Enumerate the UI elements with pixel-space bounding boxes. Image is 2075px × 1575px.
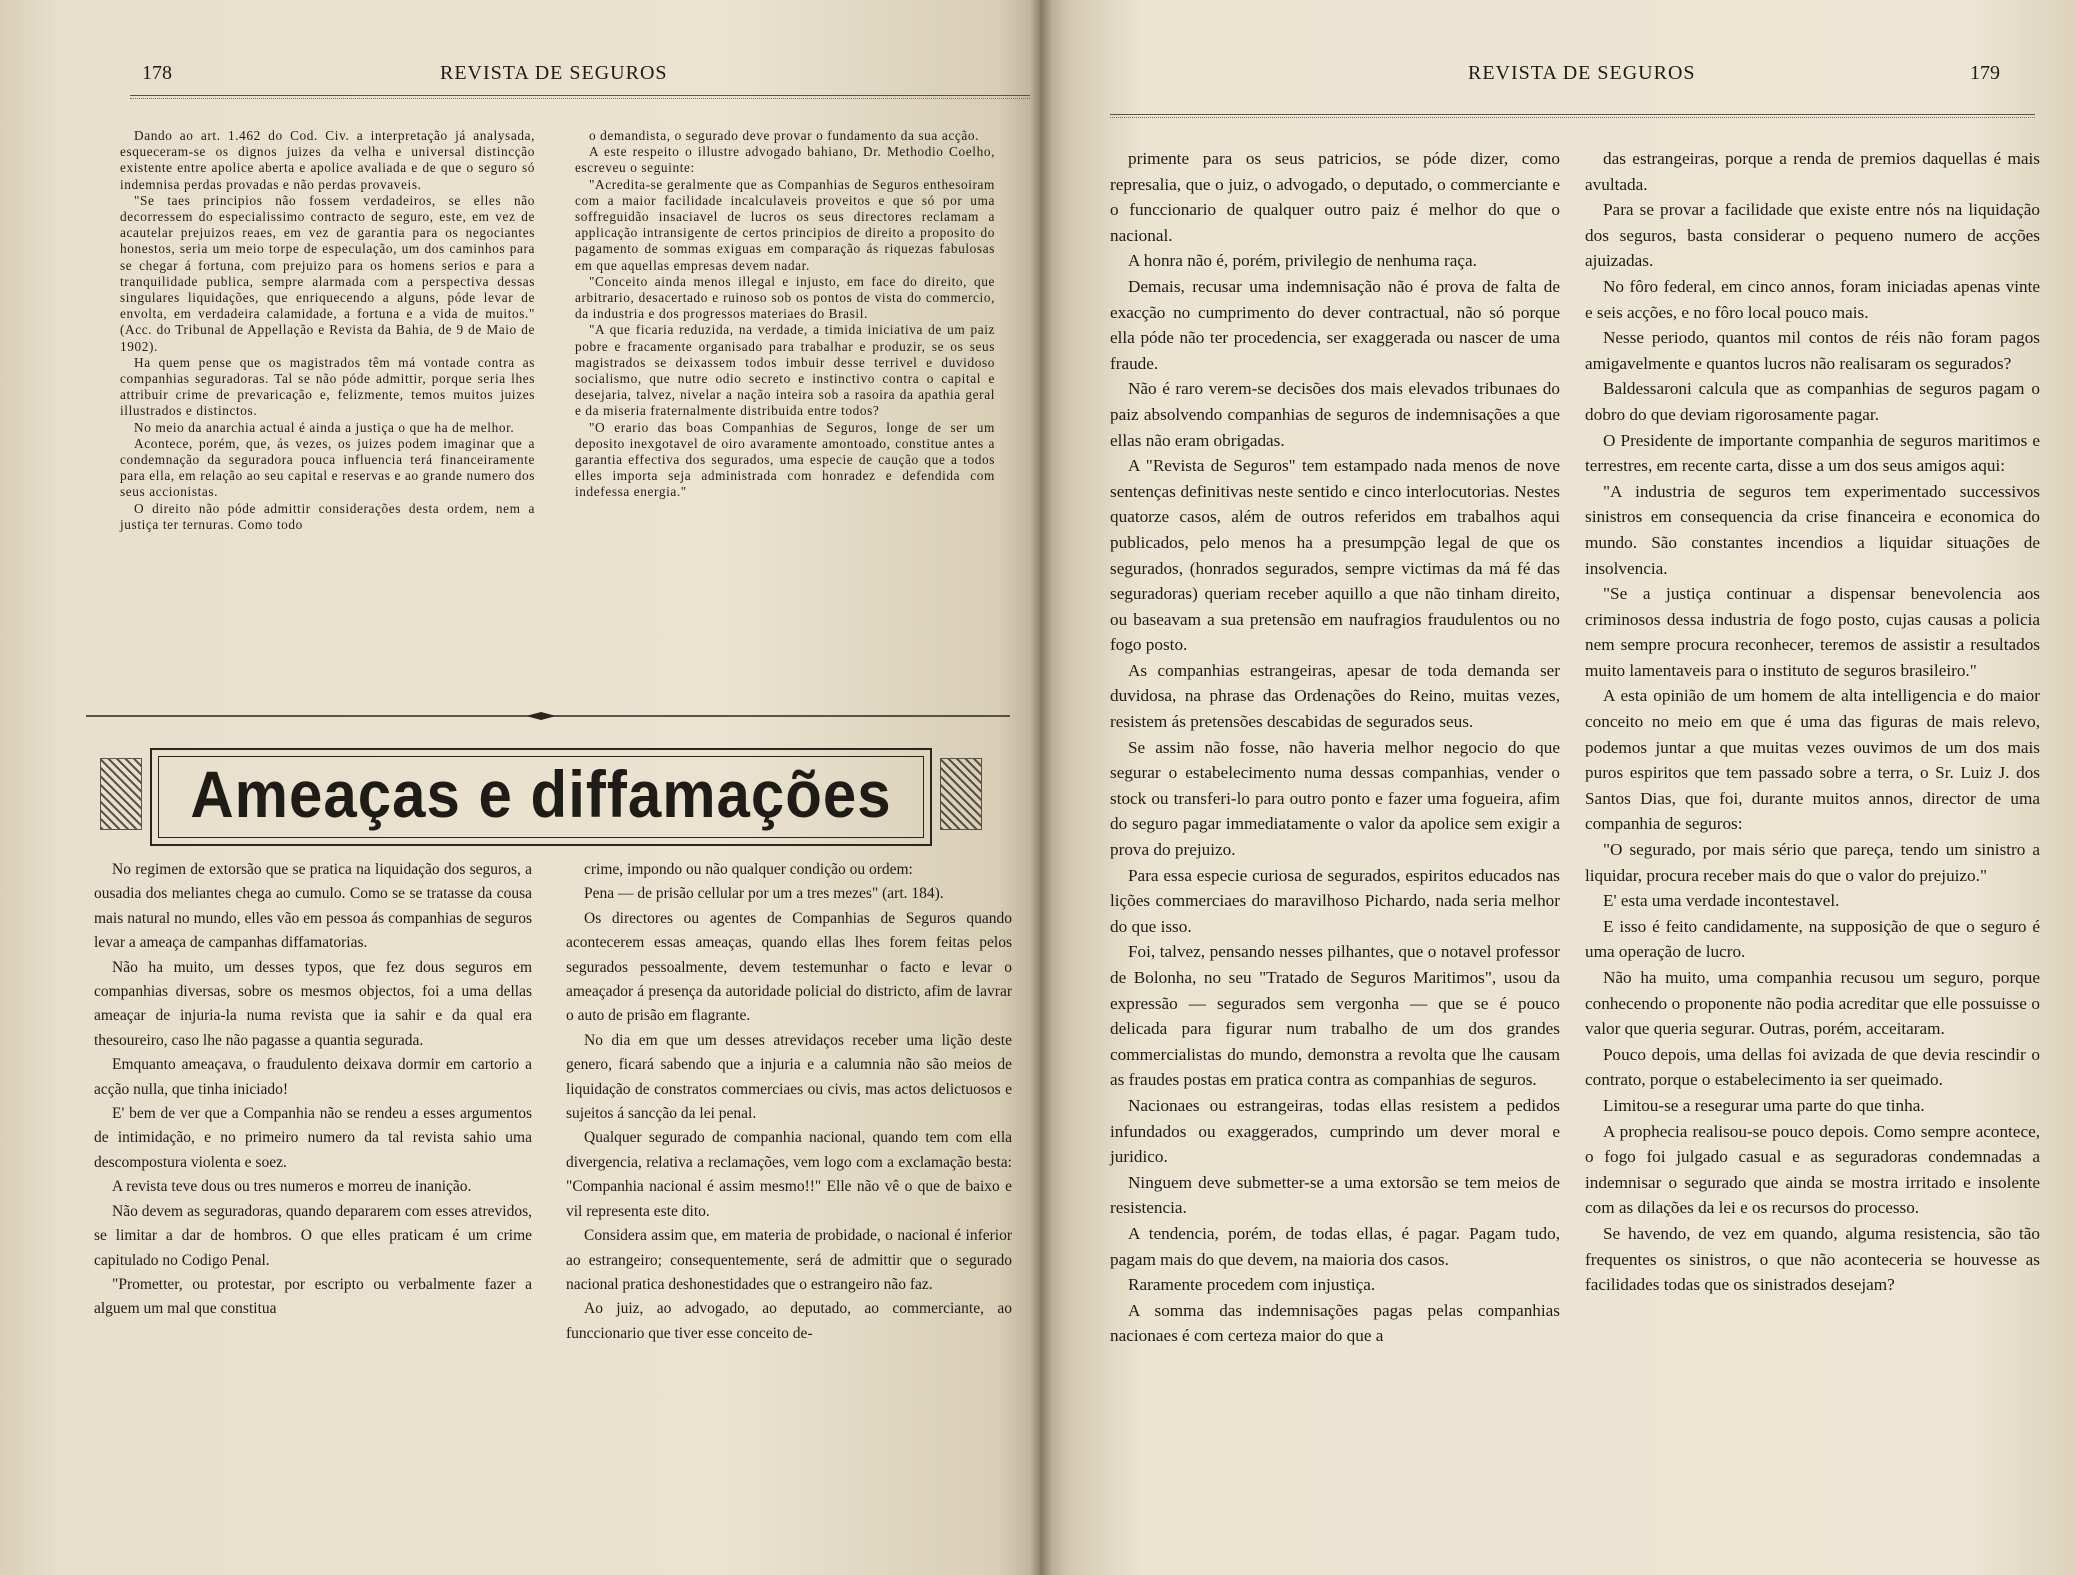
- paragraph: Acontece, porém, que, ás vezes, os juizes podem imaginar que a condemnação da seguradora pouca influencia terá financeiramente para ella, em relação ao seu capital e reservas e ao grande numero dos seus accionistas.: [120, 435, 535, 500]
- left-top-column-2: [575, 128, 995, 501]
- paragraph: "Se taes principios não fossem verdadeiros, se elles não decorressem do especialissimo contracto de seguro, este, em vez de acautelar prejuizos reaes, em vez de garantia para os negociantes honestos, seria um meio torpe de especulação, um dos caminhos para se chegar á fortuna, com prejuizo para os homens serios e para a tranquilidade publica, sempre alarmada com a perspectiva dessas singulares liquidações, que enriquecendo a alguns, póde levar de envolta, em verdadeira calamidade, a fortuna e a vida de muitos." (Acc. do Tribunal de Appellação e Revista da Bahia, de 9 de Maio de 1902).: [120, 192, 535, 354]
- paragraph: Emquanto ameaçava, o fraudulento deixava dormir em cartorio a acção nulla, que tinha iniciado!: [94, 1056, 532, 1098]
- paragraph: E' bem de ver que a Companhia não se rendeu a esses argumentos de intimidação, e no primeiro numero da tal revista sahio uma descompostura violenta e soez.: [94, 1105, 532, 1171]
- left-top-column-1: [120, 128, 535, 533]
- paragraph: Ninguem deve submetter-se a uma extorsão se tem meios de resistencia.: [1110, 1172, 1560, 1218]
- paragraph: As companhias estrangeiras, apesar de toda demanda ser duvidosa, na phrase das Ordenações do Reino, muitas vezes, resistem ás pretensões descabidas de segurados seus.: [1110, 660, 1560, 732]
- ornament-left: [100, 758, 142, 830]
- paragraph: A esta opinião de um homem de alta intelligencia e do maior conceito no meio em que é uma das figuras de mais relevo, podemos juntar a que muitas vezes ouvimos de um dos mais puros espiritos que tem passado sobre a terra, o Sr. Luiz J. dos Santos Dias, que foi, durante muitos annos, director de uma companhia de seguros:: [1585, 686, 2040, 834]
- paragraph: "Se a justiça continuar a dispensar benevolencia aos criminosos dessa industria de fogo posto, cujas causas a policia nem sempre procura reconhecer, teremos de assistir a resultados muito lamentaveis para o instituto de seguros brasileiro.": [1585, 584, 2040, 680]
- running-head: REVISTA DE SEGUROS: [1468, 62, 1696, 84]
- paragraph: A honra não é, porém, privilegio de nenhuma raça.: [1128, 251, 1477, 271]
- paragraph: Não ha muito, um desses typos, que fez dous seguros em companhias diversas, sobre os mesmos objectos, foi a uma dellas ameaçar de injuria-la numa revista que ia sahir e da qual era thesoureiro, caso lhe não pagasse a quantia segurada.: [94, 958, 532, 1049]
- paragraph: Baldessaroni calcula que as companhias de seguros pagam o dobro do que deviam rigorosamente pagar.: [1585, 379, 2040, 424]
- right-page: [1040, 0, 2075, 1575]
- paragraph: Os directores ou agentes de Companhias de Seguros quando acontecerem essas ameaças, quando ellas lhes forem feitas pelos segurados pessoalmente, devem testemunhar o facto e levar o ameaçador á presença da autoridade policial do districto, afim de lavrar o auto de prisão em flagrante.: [566, 909, 1012, 1025]
- header-rule: [130, 95, 1030, 99]
- right-column-2: [1585, 146, 2040, 1298]
- paragraph: Nesse periodo, quantos mil contos de réis não foram pagos amigavelmente e quantos lucros não realisaram os segurados?: [1585, 328, 2040, 373]
- paragraph: das estrangeiras, porque a renda de premios daquellas é mais avultada.: [1585, 149, 2040, 194]
- page-number: 179: [1970, 62, 2000, 84]
- article-title: Ameaças e diffamações: [190, 757, 892, 832]
- paragraph: A "Revista de Seguros" tem estampado nada menos de nove sentenças definitivas neste sentido e cinco interlocutorias. Nestes quatorze casos, além de outros referidos em trabalhos aqui publicados, pelo menos ha a presumpção legal de que os segurados, (honrados segurados, sempre victimas da má fé das seguradoras) queriam receber aquillo a que não tinham direito, ou baseavam a sua pretensão em naufragios fraudulentos ou no fogo posto.: [1110, 456, 1560, 655]
- paragraph: No meio da anarchia actual é ainda a justiça o que ha de melhor.: [134, 419, 515, 435]
- paragraph: No regimen de extorsão que se pratica na liquidação dos seguros, a ousadia dos meliantes chega ao cumulo. Como se se tratasse da cousa mais natural no mundo, elles vão em pessoa ás companhias de seguros levar a ameaça de campanhas diffamatorias.: [94, 861, 532, 952]
- page-number: 178: [142, 62, 172, 84]
- paragraph: Se havendo, de vez em quando, alguma resistencia, são tão frequentes os sinistros, o que não aconteceria se houvesse as facilidades todas que os sinistrados desejam?: [1585, 1223, 2040, 1295]
- paragraph: Qualquer segurado de companhia nacional, quando tem com ella divergencia, relativa a reclamações, vem logo com a exclamação besta: "Companhia nacional é assim mesmo!!" Elle não vê o que de baixo e vil representa este dito.: [566, 1129, 1012, 1220]
- paragraph: E' esta uma verdade incontestavel.: [1603, 891, 1840, 911]
- paragraph: "O erario das boas Companhias de Seguros, longe de ser um deposito inexgotavel de oiro avaramente amontoado, constitue antes a garantia effectiva dos segurados, uma especie de caução que a todos elles importa seja administrada com honradez e defendida com indefessa energia.": [575, 419, 995, 500]
- paragraph: A prophecia realisou-se pouco depois. Como sempre acontece, o fogo foi julgado casual e as seguradoras condemnadas a indemnisar o segurado que ainda se mostra irritado e insolente com as dilações da lei e os recursos do processo.: [1585, 1121, 2040, 1218]
- paragraph: "A que ficaria reduzida, na verdade, a timida iniciativa de um paiz pobre e fracamente organisado para trabalhar e produzir, se os seus magistrados se deixassem todos imbuir desse terrivel e duvidoso socialismo, que nutre odio secreto e instinctivo contra o capital e desejaria, talvez, nivelar a nação inteira sob a rasoira da apathia geral e da miseria fraternalmente distribuida entre todos?: [575, 322, 995, 419]
- paragraph: Pena — de prisão cellular por um a tres mezes" (art. 184).: [584, 885, 944, 903]
- paragraph: "O segurado, por mais sério que pareça, tendo um sinistro a liquidar, procura receber mais do que o valor do prejuizo.": [1585, 840, 2040, 885]
- left-bottom-column-2: [566, 858, 1012, 1346]
- paragraph: Não é raro verem-se decisões dos mais elevados tribunaes do paiz absolvendo companhias de seguros de indemnisações a que ellas não eram obrigadas.: [1110, 379, 1560, 450]
- paragraph: A revista teve dous ou tres numeros e morreu de inanição.: [112, 1178, 472, 1196]
- paragraph: Considera assim que, em materia de probidade, o nacional é inferior ao estrangeiro; consequentemente, será de admittir que o segurado nacional pratica deshonestidades que o estrangeiro não faz.: [566, 1227, 1012, 1293]
- paragraph: Limitou-se a resegurar uma parte do que tinha.: [1603, 1095, 1925, 1115]
- paragraph: Para essa especie curiosa de segurados, espiritos educados nas lições commerciaes do maravilhoso Pichardo, nada seria melhor do que isso.: [1110, 865, 1560, 936]
- section-divider: [86, 712, 1010, 720]
- paragraph: No dia em que um desses atrevidaços receber uma lição deste genero, ficará sabendo que a injuria e a calumnia não são meios de liquidação de constratos commerciaes ou civis, mas actos delictuosos e sujeitos á sancção da lei penal.: [566, 1031, 1012, 1123]
- paragraph: "Conceito ainda menos illegal e injusto, em face do direito, que arbitrario, desacertado e ruinoso sob os pontos de vista do commercio, da industria e dos progressos materiaes do Brasil.: [575, 273, 995, 322]
- paragraph: Se assim não fosse, não haveria melhor negocio do que segurar o estabelecimento numa dessas companhias, vender o stock ou transferi-lo para outro ponto e fazer uma fogueira, afim do seguro pagar immediatamente o valor da apolice sem exigir a prova do prejuizo.: [1110, 737, 1560, 860]
- book-gutter: [1030, 0, 1052, 1575]
- paragraph: Foi, talvez, pensando nesses pilhantes, que o notavel professor de Bolonha, no seu "Tratado de Seguros Maritimos", usou da expressão — segurados sem vergonha — que se é pouco delicada para figurar num trabalho de um dos grandes commercialistas do mundo, demonstra a revolta que lhe causam as fraudes postas em pratica contra as companhias de seguros.: [1110, 942, 1560, 1090]
- paragraph: Ao juiz, ao advogado, ao deputado, ao commerciante, ao funccionario que tiver esse conceito de-: [566, 1300, 1012, 1342]
- paragraph: Nacionaes ou estrangeiras, todas ellas resistem a pedidos infundados ou exaggerados, cumprindo um dever moral e juridico.: [1110, 1095, 1560, 1167]
- paragraph: Para se provar a facilidade que existe entre nós na liquidação dos seguros, basta considerar o pequeno numero de acções ajuizadas.: [1585, 200, 2040, 271]
- paragraph: Não ha muito, uma companhia recusou um seguro, porque conhecendo o proponente não podia acreditar que elle possuisse o valor que queria segurar. Outras, porém, acceitaram.: [1585, 968, 2040, 1039]
- header-rule: [1110, 114, 2035, 118]
- paragraph: Ha quem pense que os magistrados têm má vontade contra as companhias seguradoras. Tal se não póde admittir, porque seria lhes attribuir crime de prevaricação e, felizmente, temos muitos juizes illustrados e distinctos.: [120, 354, 535, 419]
- paragraph: o demandista, o segurado deve provar o fundamento da sua acção.: [589, 128, 980, 143]
- left-bottom-column-1: [94, 858, 532, 1322]
- paragraph: "Prometter, ou protestar, por escripto ou verbalmente fazer a alguem um mal que constitua: [94, 1275, 532, 1318]
- paragraph: crime, impondo ou não qualquer condição ou ordem:: [584, 861, 913, 878]
- paragraph: "A industria de seguros tem experimentado successivos sinistros em consequencia da crise financeira e economica do mundo. São constantes incendios a liquidar situações de insolvencia.: [1585, 481, 2040, 578]
- paragraph: No fôro federal, em cinco annos, foram iniciadas apenas vinte e seis acções, e no fôro local pouco mais.: [1585, 276, 2040, 322]
- paragraph: E isso é feito candidamente, na supposição de que o seguro é uma operação de lucro.: [1585, 916, 2040, 962]
- paragraph: Demais, recusar uma indemnisação não é prova de falta de exacção no cumprimento do dever contractual, não só porque ella póde não ter procedencia, ser exaggerada ou nascer de uma fraude.: [1110, 276, 1560, 373]
- paragraph: A tendencia, porém, de todas ellas, é pagar. Pagam tudo, pagam mais do que devem, na maioria dos casos.: [1110, 1223, 1560, 1269]
- article-title-box: [150, 748, 932, 846]
- right-column-1: [1110, 146, 1560, 1349]
- paragraph: Raramente procedem com injustiça.: [1128, 1275, 1376, 1295]
- paragraph: O Presidente de importante companhia de seguros maritimos e terrestres, em recente carta, disse a um dos seus amigos aqui:: [1585, 430, 2040, 476]
- ornament-right: [940, 758, 982, 830]
- paragraph: Não devem as seguradoras, quando depararem com esses atrevidos, se limitar a dar de hombros. O que elles praticam é um crime capitulado no Codigo Penal.: [94, 1202, 532, 1269]
- paragraph: "Acredita-se geralmente que as Companhias de Seguros enthesoiram com a maior facilidade incalculaveis proveitos e que só por uma soffreguidão insaciavel de lucros os seus directores reclamam a applicação intransigente de certos principios de direito a proposito do pagamento de sommas exiguas em comparação ás riquezas fabulosas em que aquellas empresas devem nadar.: [575, 176, 995, 273]
- paragraph: primente para os seus patricios, se póde dizer, como represalia, que o juiz, o advogado, o deputado, o commerciante e o funccionario de qualquer outro paiz é melhor do que o nacional.: [1110, 149, 1560, 245]
- paragraph: A este respeito o illustre advogado bahiano, Dr. Methodio Coelho, escreveu o seguinte:: [575, 144, 995, 176]
- paragraph: O direito não póde admittir considerações desta ordem, nem a justiça ter ternuras. Como todo: [120, 500, 535, 532]
- paragraph: Dando ao art. 1.462 do Cod. Civ. a interpretação já analysada, esqueceram-se os dignos juizes da velha e universal distincção existente entre apolice aberta e apolice avaliada e de que o seguro só indemnisa perdas provadas e não perdas provaveis.: [120, 128, 535, 192]
- paragraph: A somma das indemnisações pagas pelas companhias nacionaes é com certeza maior do que a: [1110, 1300, 1560, 1346]
- running-head: REVISTA DE SEGUROS: [440, 62, 668, 84]
- paragraph: Pouco depois, uma dellas foi avizada de que devia rescindir o contrato, porque o estabelecimento ia ser queimado.: [1585, 1044, 2040, 1090]
